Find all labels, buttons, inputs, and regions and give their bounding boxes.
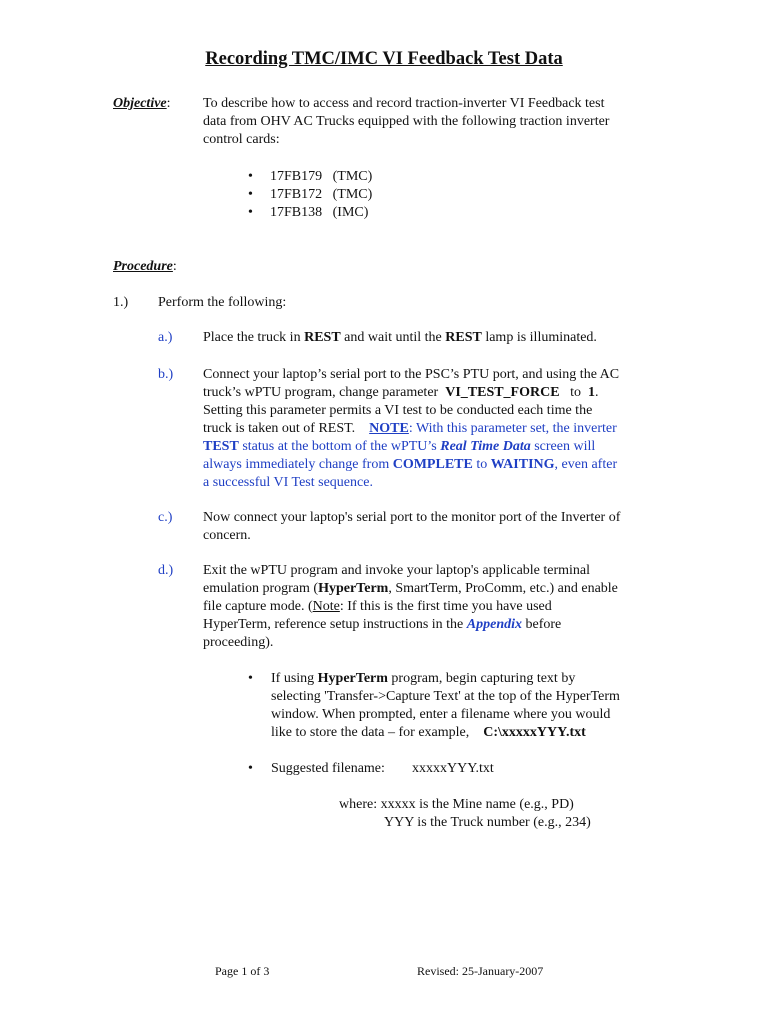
objective-line-1: To describe how to access and record traction-inverter VI Feedback test [203, 96, 605, 111]
substep-d-line-5: proceeding). [203, 635, 274, 650]
substep-c-line-1: Now connect your laptop's serial port to the monitor port of the Inverter of [203, 510, 621, 525]
card-code: 17FB179 [270, 169, 323, 184]
text-run: like to store the data – for example, [271, 725, 470, 740]
bullet-dot-icon: • [248, 187, 253, 202]
where-line-2: YYY is the Truck number (e.g., 234) [384, 815, 591, 830]
substep-d-line-1: Exit the wPTU program and invoke your laptop's applicable terminal [203, 563, 591, 578]
text-run: , SmartTerm, ProComm, etc.) and enable [388, 581, 618, 596]
text-run: HyperTerm, reference setup instructions in the [203, 617, 467, 632]
text-run: and wait until the [340, 330, 446, 345]
note-label: Note [312, 599, 340, 614]
procedure-label: Procedure [113, 259, 173, 274]
substep-marker-b: b.) [158, 367, 174, 382]
rest-keyword: REST [304, 330, 341, 345]
text-run: . [594, 385, 599, 400]
substep-marker-c: c.) [158, 510, 173, 525]
card-type: (TMC) [332, 187, 373, 202]
text-run: screen will [530, 439, 596, 454]
text-run: If using [271, 671, 318, 686]
procedure-label-row [113, 258, 177, 276]
waiting-keyword: WAITING [490, 457, 555, 472]
page-title: Recording TMC/IMC VI Feedback Test Data [205, 49, 563, 69]
bullet-1-line-1 [271, 670, 575, 688]
objective-label-row [113, 95, 171, 113]
substep-b-line-5 [203, 438, 595, 456]
appendix-link[interactable]: Appendix [466, 617, 522, 632]
objective-label: Objective [113, 96, 167, 111]
bullet-dot-icon: • [248, 205, 253, 220]
footer-page-number: Page 1 of 3 [215, 964, 270, 978]
rest-keyword: REST [445, 330, 482, 345]
footer-revised-date: Revised: 25-January-2007 [417, 964, 544, 978]
bullet-1-line-3: window. When prompted, enter a filename where you would [271, 707, 611, 722]
parameter-name: VI_TEST_FORCE [445, 385, 560, 400]
bullet-dot-icon: • [248, 761, 253, 776]
bullet-dot-icon: • [248, 169, 253, 184]
text-run: truck is taken out of REST. [203, 421, 356, 436]
step-text: Perform the following: [158, 295, 287, 310]
bullet-dot-icon: • [248, 671, 253, 686]
text-run: : With this parameter set, the inverter [408, 421, 617, 436]
substep-d-line-2 [203, 580, 618, 598]
substep-b-line-1: Connect your laptop’s serial port to the PSC’s PTU port, and using the AC [203, 367, 620, 382]
suggested-filename-value: xxxxxYYY.txt [412, 761, 494, 776]
substep-d-line-4 [203, 616, 561, 634]
text-run: to [570, 385, 581, 400]
substep-b-line-4 [203, 420, 617, 438]
text-run: emulation program ( [203, 581, 319, 596]
substep-a-text [203, 329, 597, 347]
objective-colon: : [166, 96, 171, 111]
substep-b-line-2 [203, 384, 598, 402]
text-run: to [472, 457, 491, 472]
text-run: program, begin capturing text by [387, 671, 576, 686]
text-run: status at the bottom of the wPTU’s [238, 439, 441, 454]
note-label: NOTE [369, 421, 409, 436]
objective-line-3: control cards: [203, 132, 280, 147]
screen-name: Real Time Data [440, 439, 531, 454]
substep-b-line-3: Setting this parameter permits a VI test to be conducted each time the [203, 403, 593, 418]
text-run: file capture mode. ( [203, 599, 313, 614]
example-filename: C:\xxxxxYYY.txt [483, 725, 586, 740]
text-run: lamp is illuminated. [481, 330, 597, 345]
complete-keyword: COMPLETE [392, 457, 473, 472]
substep-b-line-7: a successful VI Test sequence. [203, 475, 373, 490]
substep-d-line-3 [203, 598, 552, 616]
substep-marker-d: d.) [158, 563, 174, 578]
card-type: (IMC) [332, 205, 369, 220]
card-item [270, 204, 368, 222]
text-run: : If this is the first time you have used [339, 599, 552, 614]
text-run: Place the truck in [203, 330, 305, 345]
card-item [270, 168, 372, 186]
text-run: truck’s wPTU program, change parameter [203, 385, 439, 400]
parameter-value: 1 [587, 385, 595, 400]
suggested-filename-label: Suggested filename: [271, 761, 385, 776]
procedure-colon: : [172, 259, 177, 274]
substep-c-line-2: concern. [203, 528, 251, 543]
card-code: 17FB138 [270, 205, 323, 220]
text-run: always immediately change from [203, 457, 393, 472]
where-line-1: where: xxxxx is the Mine name (e.g., PD) [339, 797, 574, 812]
bullet-1-line-2: selecting 'Transfer->Capture Text' at the top of the HyperTerm [271, 689, 620, 704]
card-type: (TMC) [332, 169, 373, 184]
hyperterm-keyword: HyperTerm [317, 671, 388, 686]
objective-line-2: data from OHV AC Trucks equipped with the following traction inverter [203, 114, 610, 129]
card-code: 17FB172 [270, 187, 323, 202]
card-item [270, 186, 372, 204]
hyperterm-keyword: HyperTerm [318, 581, 389, 596]
substep-b-line-6 [203, 456, 617, 474]
substep-marker-a: a.) [158, 330, 173, 345]
bullet-1-line-4 [271, 724, 586, 742]
text-run: before [522, 617, 562, 632]
test-keyword: TEST [203, 439, 239, 454]
step-number: 1.) [113, 295, 129, 310]
text-run: , even after [554, 457, 618, 472]
